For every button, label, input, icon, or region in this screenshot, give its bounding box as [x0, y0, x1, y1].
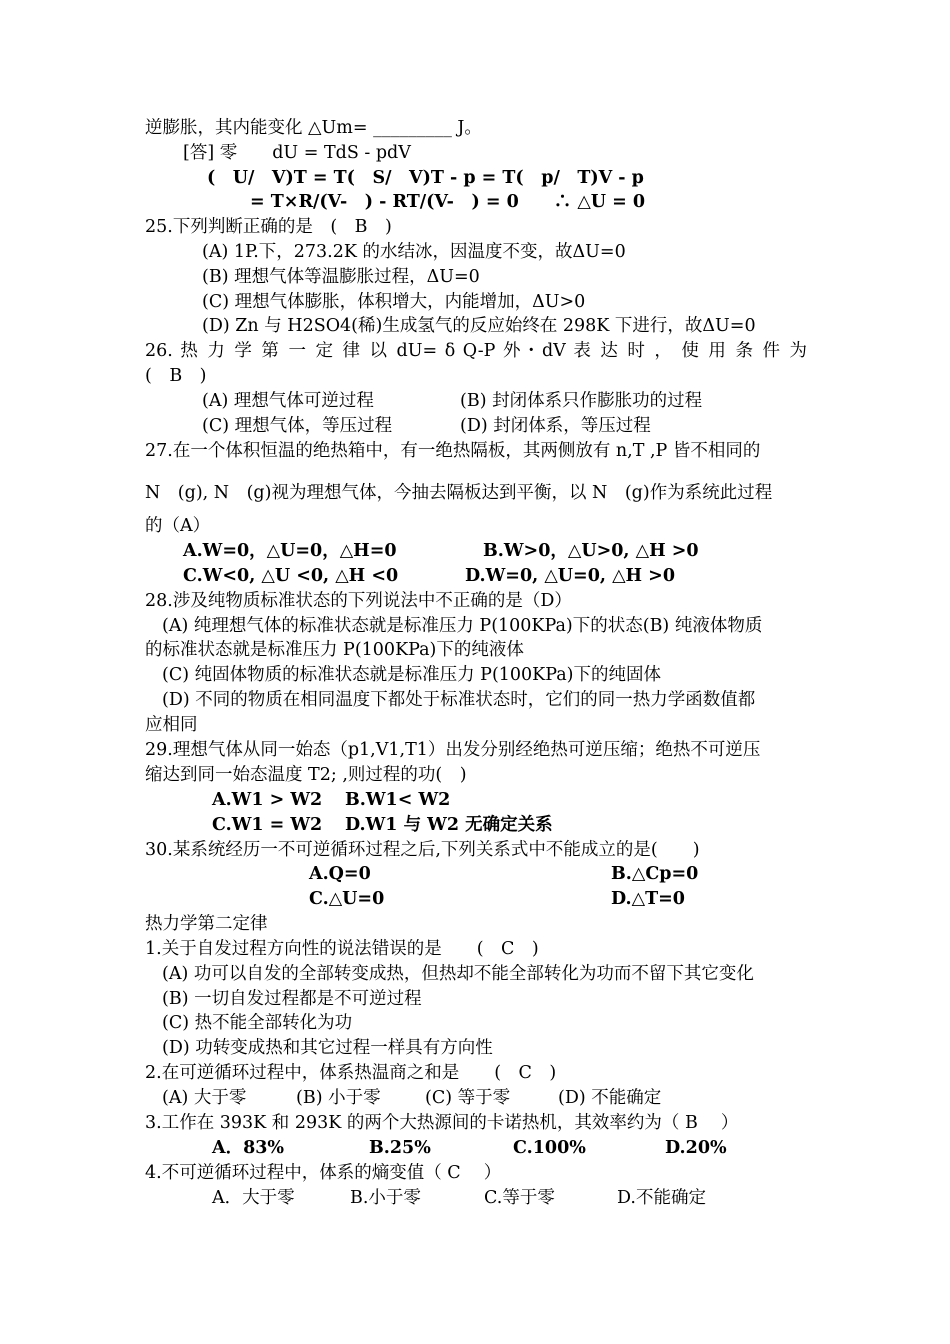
answer-26: ( B ): [145, 366, 207, 386]
option-a: A．83%: [212, 1138, 285, 1158]
option-c: (C) 热不能全部转化为功: [162, 1013, 353, 1033]
option-b: (B) 一切自发过程都是不可逆过程: [162, 989, 422, 1009]
option-a: (A) 理想气体可逆过程: [202, 391, 374, 411]
answer-line: [答] 零 dU = TdS - pdV: [183, 143, 411, 163]
question-25: 25.下列判断正确的是 ( B ): [145, 217, 392, 237]
option-c: (C) 等于零: [425, 1088, 511, 1108]
question-27: 27.在一个体积恒温的绝热箱中，有一绝热隔板，其两侧放有 n,T ,P 皆不相同的: [145, 441, 761, 461]
option-d: D.W=0, △U=0, △H >0: [465, 566, 675, 586]
option-a: (A) 功可以自发的全部转变成热，但热却不能全部转化为功而不留下其它变化: [162, 964, 754, 984]
option-d: (D) Zn 与 H2SO4(稀)生成氢气的反应始终在 298K 下进行，故ΔU=0: [202, 316, 756, 336]
option-b: B.△Cp=0: [611, 864, 699, 884]
question-29: 29.理想气体从同一始态（p1,V1,T1）出发分别经绝热可逆压缩；绝热不可逆压: [145, 740, 761, 760]
option-a: A.W=0，△U=0，△H=0: [183, 541, 397, 561]
option-d: D.W1 与 W2 无确定关系: [345, 815, 553, 835]
option-a: (A) 大于零: [162, 1088, 247, 1108]
option-c: C.100%: [513, 1138, 586, 1158]
option-c: (C) 理想气体膨胀，体积增大，内能增加，ΔU>0: [202, 292, 586, 312]
answer-27: 的（A）: [145, 516, 211, 536]
option-a: (A) 1P.下，273.2K 的水结冰，因温度不变，故ΔU=0: [202, 242, 626, 262]
text-line: 逆膨胀，其内能变化 △Um= _________ J。: [145, 118, 482, 138]
option-b: (B) 封闭体系只作膨胀功的过程: [460, 391, 703, 411]
option-b: B.25%: [369, 1138, 431, 1158]
question-30: 30.某系统经历一不可逆循环过程之后,下列关系式中不能成立的是( ): [145, 840, 700, 860]
option-b: B.小于零: [350, 1188, 421, 1208]
option-a: A.Q=0: [309, 864, 371, 884]
option-d: D.不能确定: [617, 1188, 706, 1208]
option-c: C.等于零: [484, 1188, 555, 1208]
question-4: 4.不可逆循环过程中，体系的熵变值（ C ）: [145, 1163, 502, 1183]
option-a: A.W1 > W2: [212, 790, 323, 810]
question-27-cont: N (g), N (g)视为理想气体，今抽去隔板达到平衡，以 N (g)作为系统此过程: [145, 483, 773, 503]
question-29-cont: 缩达到同一始态温度 T2; ,则过程的功( ): [145, 765, 467, 785]
option-c: C.W1 = W2: [212, 815, 323, 835]
equation-line: = T×R/(V- ) - RT/(V- ) = 0 ∴ △U = 0: [250, 192, 646, 212]
question-1: 1.关于自发过程方向性的说法错误的是 ( C ): [145, 939, 539, 959]
option-a-b: (A) 纯理想气体的标准状态就是标准压力 P(100KPa)下的状态(B) 纯液体物质: [162, 616, 763, 636]
option-d: (D) 封闭体系，等压过程: [460, 416, 651, 436]
option-b: (B) 小于零: [296, 1088, 381, 1108]
question-3: 3.工作在 393K 和 293K 的两个大热源间的卡诺热机，其效率约为（ B ）: [145, 1113, 739, 1133]
option-d: D.△T=0: [611, 889, 685, 909]
option-d: D.20%: [665, 1138, 727, 1158]
question-26: 26. 热 力 学 第 一 定 律 以 dU= δ Q-P 外・dV 表 达 时 ， 使 用 条 件 为: [145, 341, 807, 361]
option-d: (D) 不能确定: [558, 1088, 662, 1108]
option-c: C.W<0, △U <0, △H <0: [183, 566, 399, 586]
option-d: (D) 不同的物质在相同温度下都处于标准状态时，它们的同一热力学函数值都: [162, 690, 756, 710]
option-c: (C) 纯固体物质的标准状态就是标准压力 P(100KPa)下的纯固体: [162, 665, 661, 685]
option-b: B.W1< W2: [345, 790, 451, 810]
equation-line: ( U/ V)T = T( S/ V)T - p = T( p/ T)V - p: [207, 168, 644, 188]
question-2: 2.在可逆循环过程中，体系热温商之和是 ( C ): [145, 1063, 557, 1083]
question-28: 28.涉及纯物质标准状态的下列说法中不正确的是（D）: [145, 591, 572, 611]
option-b: (B) 理想气体等温膨胀过程，ΔU=0: [202, 267, 480, 287]
option-b: B.W>0，△U>0, △H >0: [483, 541, 699, 561]
option-c: C.△U=0: [309, 889, 385, 909]
option-b-cont: 的标准状态就是标准压力 P(100KPa)下的纯液体: [145, 640, 524, 660]
option-d: (D) 功转变成热和其它过程一样具有方向性: [162, 1038, 493, 1058]
option-a: A．大于零: [212, 1188, 295, 1208]
section-heading: 热力学第二定律: [145, 914, 268, 934]
option-d-cont: 应相同: [145, 715, 198, 735]
option-c: (C) 理想气体，等压过程: [202, 416, 393, 436]
